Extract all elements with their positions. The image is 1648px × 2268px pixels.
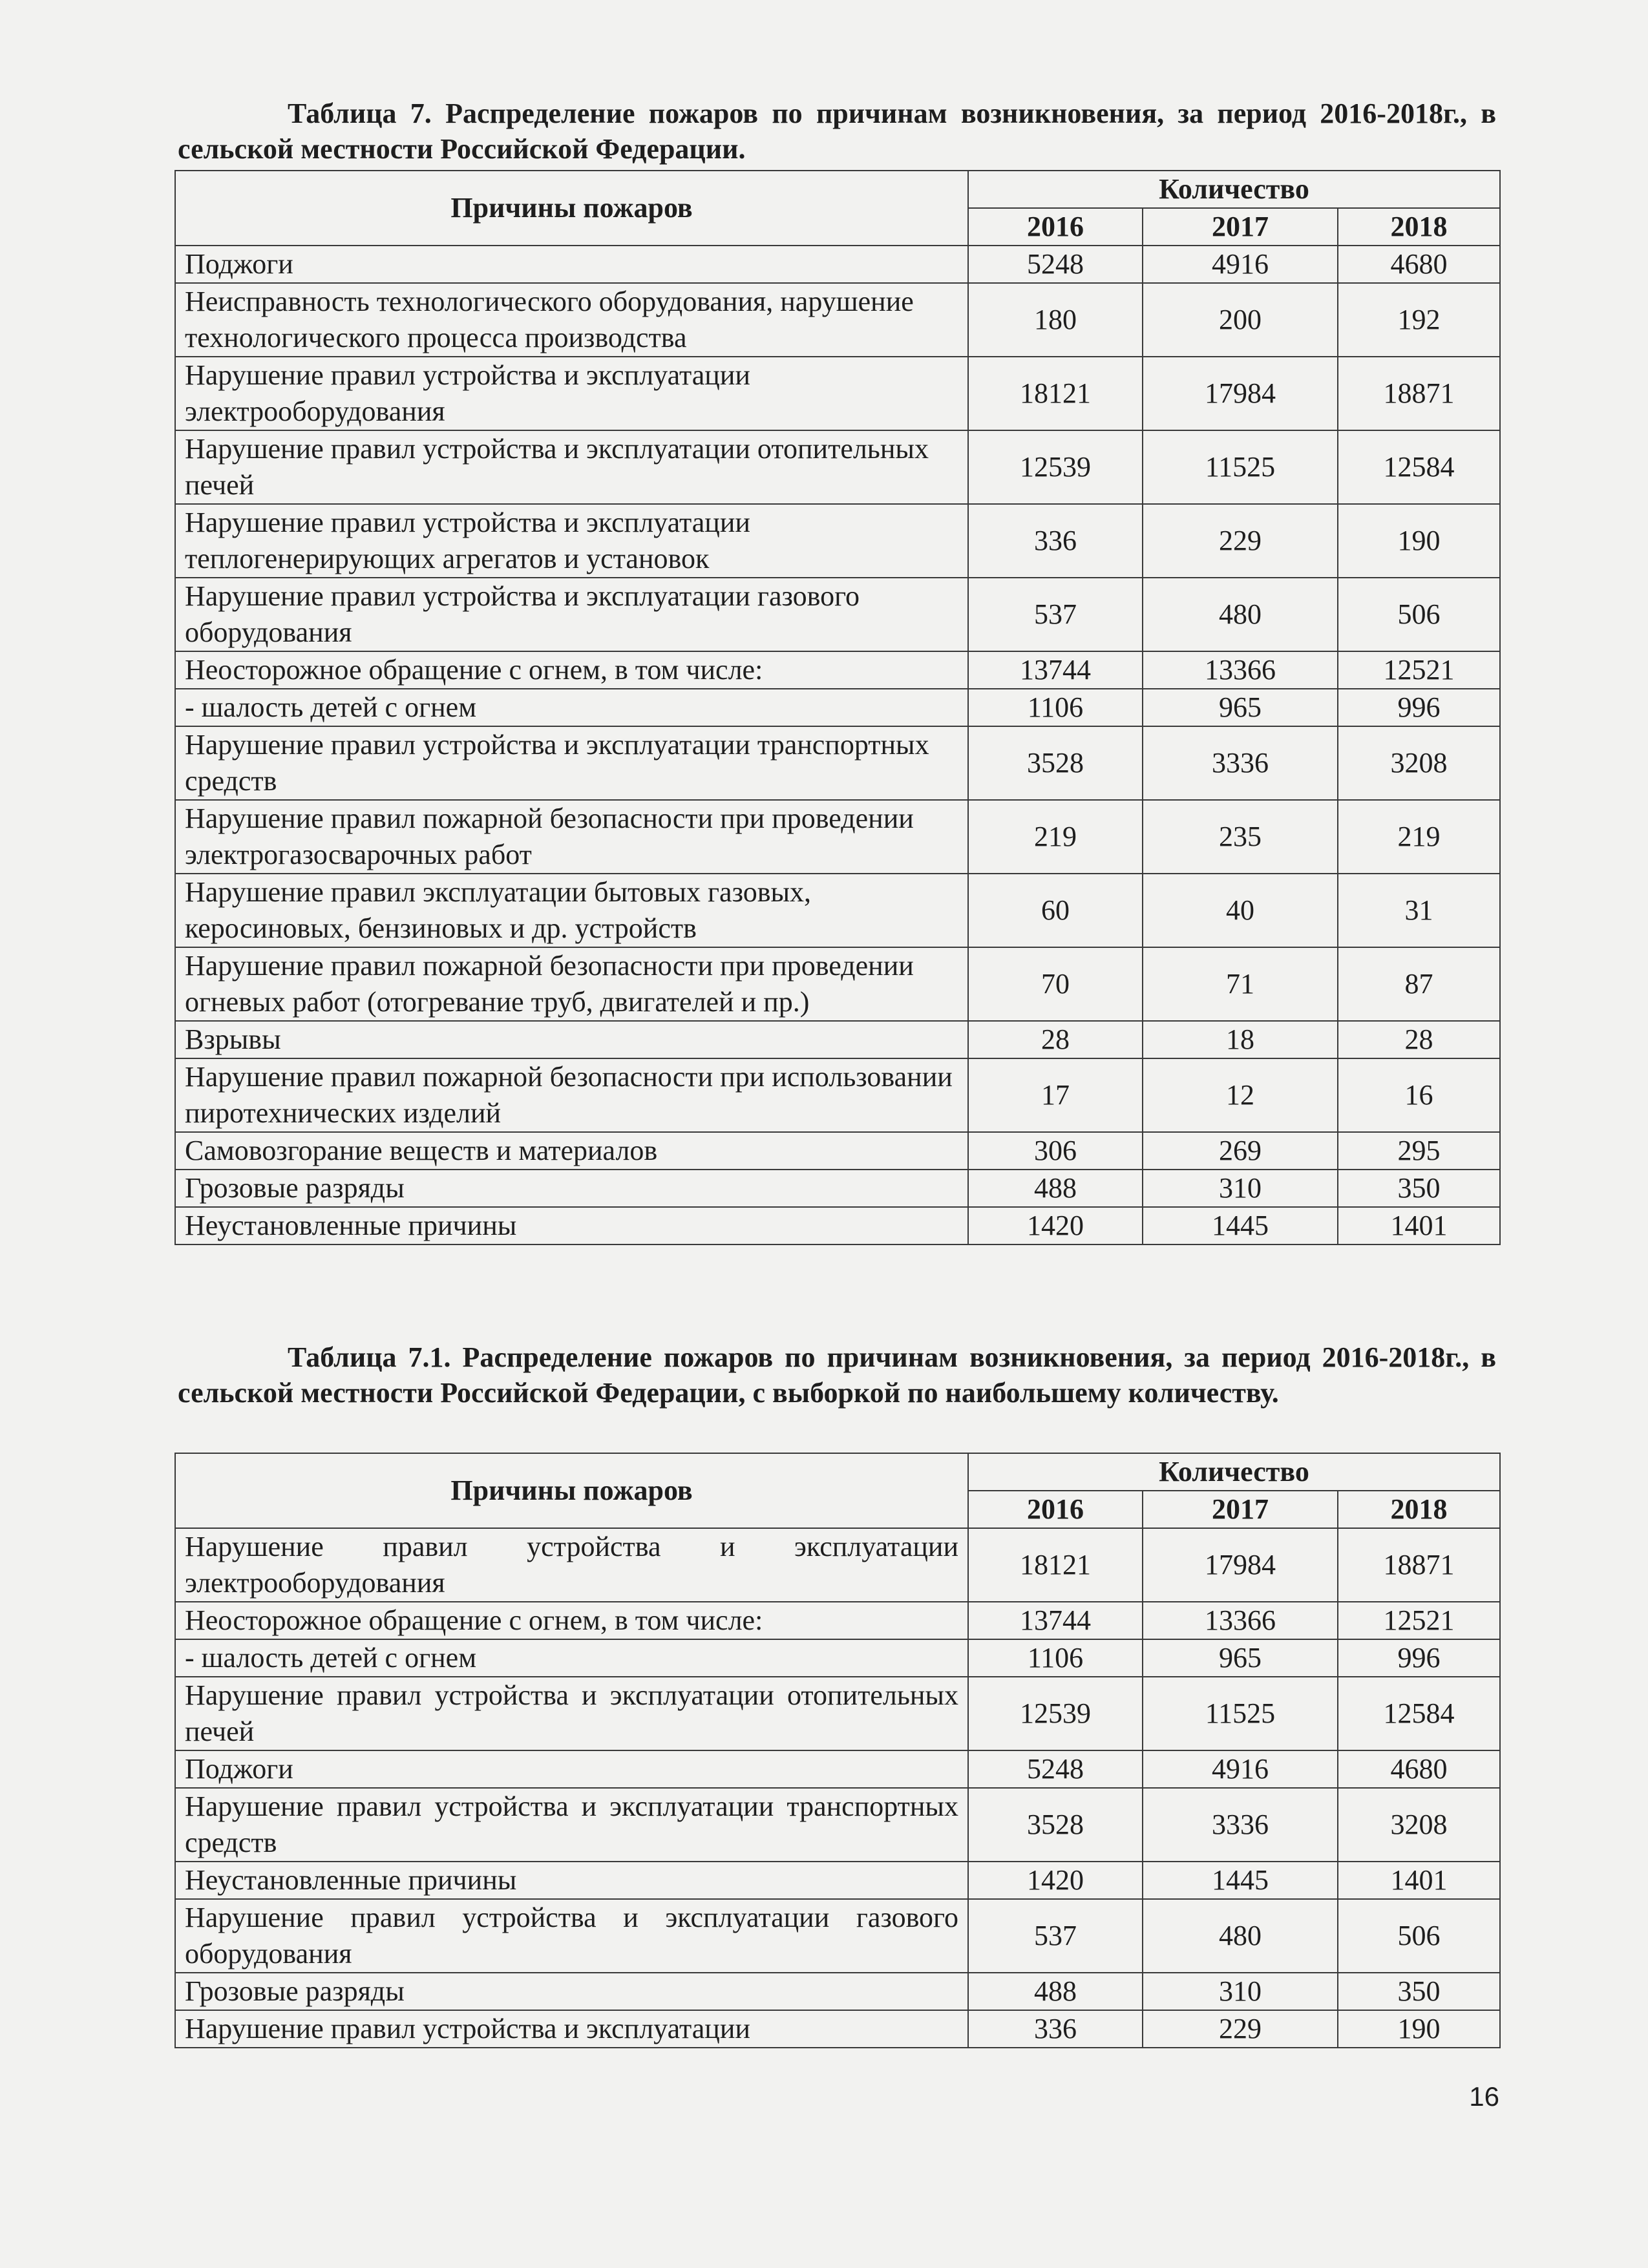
value-2017: 3336	[1143, 726, 1338, 800]
header-year-2018: 2018	[1338, 1491, 1500, 1528]
value-2017: 229	[1143, 504, 1338, 578]
table-row	[175, 1207, 1500, 1244]
table-row	[175, 874, 1500, 947]
value-2018: 12521	[1338, 1602, 1500, 1639]
value-2017: 965	[1143, 689, 1338, 726]
table-row	[175, 1021, 1500, 1058]
value-2017: 4916	[1143, 246, 1338, 283]
value-2016: 1106	[968, 1639, 1143, 1677]
value-2018: 350	[1338, 1973, 1500, 2010]
value-2016: 306	[968, 1132, 1143, 1170]
value-2018: 18871	[1338, 357, 1500, 430]
value-2016: 537	[968, 578, 1143, 651]
value-2017: 40	[1143, 874, 1338, 947]
value-2018: 190	[1338, 2010, 1500, 2048]
value-2018: 350	[1338, 1170, 1500, 1207]
value-2016: 60	[968, 874, 1143, 947]
value-2017: 235	[1143, 800, 1338, 874]
table-row	[175, 1639, 1500, 1677]
cause-cell: Нарушение правил устройства и эксплуатации транспортных средств	[175, 726, 968, 800]
cause-cell: - шалость детей с огнем	[175, 1639, 968, 1677]
table-7	[174, 170, 1501, 1245]
value-2016: 13744	[968, 1602, 1143, 1639]
value-2018: 506	[1338, 1899, 1500, 1973]
table-row	[175, 1170, 1500, 1207]
value-2018: 12521	[1338, 651, 1500, 689]
table-row	[175, 1132, 1500, 1170]
value-2016: 1420	[968, 1207, 1143, 1244]
header-quantity: Количество	[968, 1453, 1500, 1491]
value-2017: 200	[1143, 283, 1338, 357]
value-2017: 12	[1143, 1058, 1338, 1132]
cause-cell: Неустановленные причины	[175, 1862, 968, 1899]
table-row	[175, 947, 1500, 1021]
cause-cell: Неустановленные причины	[175, 1207, 968, 1244]
cause-cell: Нарушение правил пожарной безопасности при использовании пиротехнических изделий	[175, 1058, 968, 1132]
value-2018: 4680	[1338, 246, 1500, 283]
value-2017: 1445	[1143, 1862, 1338, 1899]
cause-cell: Грозовые разряды	[175, 1973, 968, 2010]
value-2017: 965	[1143, 1639, 1338, 1677]
cause-cell: Неосторожное обращение с огнем, в том числе:	[175, 1602, 968, 1639]
value-2016: 180	[968, 283, 1143, 357]
value-2016: 488	[968, 1170, 1143, 1207]
value-2016: 18121	[968, 357, 1143, 430]
cause-cell: - шалость детей с огнем	[175, 689, 968, 726]
table-row	[175, 726, 1500, 800]
cause-cell: Взрывы	[175, 1021, 968, 1058]
value-2018: 996	[1338, 689, 1500, 726]
value-2016: 336	[968, 504, 1143, 578]
value-2018: 28	[1338, 1021, 1500, 1058]
cause-cell: Неисправность технологического оборудования, нарушение технологического процесса производства	[175, 283, 968, 357]
value-2018: 12584	[1338, 1677, 1500, 1750]
value-2016: 18121	[968, 1528, 1143, 1602]
cause-cell: Нарушение правил устройства и эксплуатации электрооборудования	[175, 357, 968, 430]
header-year-2017: 2017	[1143, 1491, 1338, 1528]
value-2018: 1401	[1338, 1207, 1500, 1244]
cause-cell: Самовозгорание веществ и материалов	[175, 1132, 968, 1170]
header-year-2016: 2016	[968, 208, 1143, 246]
value-2017: 13366	[1143, 1602, 1338, 1639]
cause-cell: Нарушение правил пожарной безопасности при проведении электрогазосварочных работ	[175, 800, 968, 874]
table-row	[175, 1862, 1500, 1899]
value-2017: 17984	[1143, 1528, 1338, 1602]
value-2016: 3528	[968, 726, 1143, 800]
value-2017: 4916	[1143, 1750, 1338, 1788]
cause-cell: Поджоги	[175, 1750, 968, 1788]
cause-cell: Нарушение правил устройства и эксплуатации электрооборудования	[175, 1528, 968, 1602]
table-row	[175, 246, 1500, 283]
value-2017: 229	[1143, 2010, 1338, 2048]
value-2017: 310	[1143, 1170, 1338, 1207]
value-2016: 1420	[968, 1862, 1143, 1899]
cause-cell: Нарушение правил устройства и эксплуатации	[175, 2010, 968, 2048]
value-2018: 506	[1338, 578, 1500, 651]
value-2016: 17	[968, 1058, 1143, 1132]
table-row	[175, 1973, 1500, 2010]
header-causes: Причины пожаров	[175, 1453, 968, 1528]
value-2016: 537	[968, 1899, 1143, 1973]
cause-cell: Нарушение правил эксплуатации бытовых газовых, керосиновых, бензиновых и др. устройств	[175, 874, 968, 947]
value-2017: 269	[1143, 1132, 1338, 1170]
value-2017: 1445	[1143, 1207, 1338, 1244]
header-year-2016: 2016	[968, 1491, 1143, 1528]
value-2018: 12584	[1338, 430, 1500, 504]
cause-cell: Нарушение правил устройства и эксплуатации транспортных средств	[175, 1788, 968, 1862]
value-2016: 1106	[968, 689, 1143, 726]
value-2016: 219	[968, 800, 1143, 874]
value-2018: 295	[1338, 1132, 1500, 1170]
cause-cell: Нарушение правил устройства и эксплуатации газового оборудования	[175, 578, 968, 651]
table-row	[175, 430, 1500, 504]
table-row	[175, 651, 1500, 689]
value-2017: 310	[1143, 1973, 1338, 2010]
value-2017: 18	[1143, 1021, 1338, 1058]
value-2018: 3208	[1338, 726, 1500, 800]
cause-cell: Неосторожное обращение с огнем, в том числе:	[175, 651, 968, 689]
table-row	[175, 1058, 1500, 1132]
table-row	[175, 2010, 1500, 2048]
cause-cell: Нарушение правил пожарной безопасности при проведении огневых работ (отогревание труб, двигателей и пр.)	[175, 947, 968, 1021]
value-2018: 3208	[1338, 1788, 1500, 1862]
value-2018: 219	[1338, 800, 1500, 874]
cause-cell: Грозовые разряды	[175, 1170, 968, 1207]
value-2016: 5248	[968, 246, 1143, 283]
table-row	[175, 1602, 1500, 1639]
value-2018: 192	[1338, 283, 1500, 357]
table-row	[175, 578, 1500, 651]
table-row	[175, 357, 1500, 430]
table-row	[175, 504, 1500, 578]
table-row	[175, 1899, 1500, 1973]
cause-cell: Нарушение правил устройства и эксплуатации отопительных печей	[175, 430, 968, 504]
header-year-2017: 2017	[1143, 208, 1338, 246]
value-2018: 87	[1338, 947, 1500, 1021]
cause-cell: Поджоги	[175, 246, 968, 283]
value-2018: 190	[1338, 504, 1500, 578]
value-2017: 480	[1143, 1899, 1338, 1973]
value-2018: 31	[1338, 874, 1500, 947]
value-2016: 336	[968, 2010, 1143, 2048]
table-row	[175, 283, 1500, 357]
value-2018: 996	[1338, 1639, 1500, 1677]
header-quantity: Количество	[968, 171, 1500, 208]
value-2017: 71	[1143, 947, 1338, 1021]
cause-cell: Нарушение правил устройства и эксплуатации отопительных печей	[175, 1677, 968, 1750]
table-7-1	[174, 1453, 1501, 2048]
table-row	[175, 800, 1500, 874]
header-year-2018: 2018	[1338, 208, 1500, 246]
table-7-caption: Таблица 7. Распределение пожаров по причинам возникновения, за период 2016-2018г., в сельской местности Российской Федерации.	[178, 98, 1496, 165]
value-2016: 13744	[968, 651, 1143, 689]
table-7-1-caption: Таблица 7.1. Распределение пожаров по причинам возникновения, за период 2016-2018г., в сельской местности Российской Федерации, с выборкой по наибольшему количеству.	[178, 1341, 1496, 1409]
value-2018: 16	[1338, 1058, 1500, 1132]
value-2017: 11525	[1143, 1677, 1338, 1750]
value-2016: 488	[968, 1973, 1143, 2010]
value-2016: 12539	[968, 1677, 1143, 1750]
cause-cell: Нарушение правил устройства и эксплуатации теплогенерирующих агрегатов и установок	[175, 504, 968, 578]
value-2016: 70	[968, 947, 1143, 1021]
value-2017: 3336	[1143, 1788, 1338, 1862]
value-2016: 3528	[968, 1788, 1143, 1862]
value-2017: 11525	[1143, 430, 1338, 504]
table-row	[175, 1788, 1500, 1862]
header-causes: Причины пожаров	[175, 171, 968, 246]
value-2017: 480	[1143, 578, 1338, 651]
value-2016: 12539	[968, 430, 1143, 504]
table-row	[175, 1677, 1500, 1750]
table-row	[175, 1750, 1500, 1788]
value-2016: 5248	[968, 1750, 1143, 1788]
value-2018: 4680	[1338, 1750, 1500, 1788]
value-2018: 1401	[1338, 1862, 1500, 1899]
table-row	[175, 689, 1500, 726]
table-row	[175, 1528, 1500, 1602]
value-2017: 17984	[1143, 357, 1338, 430]
cause-cell: Нарушение правил устройства и эксплуатации газового оборудования	[175, 1899, 968, 1973]
value-2018: 18871	[1338, 1528, 1500, 1602]
value-2017: 13366	[1143, 651, 1338, 689]
page-number: 16	[1469, 2081, 1499, 2112]
value-2016: 28	[968, 1021, 1143, 1058]
